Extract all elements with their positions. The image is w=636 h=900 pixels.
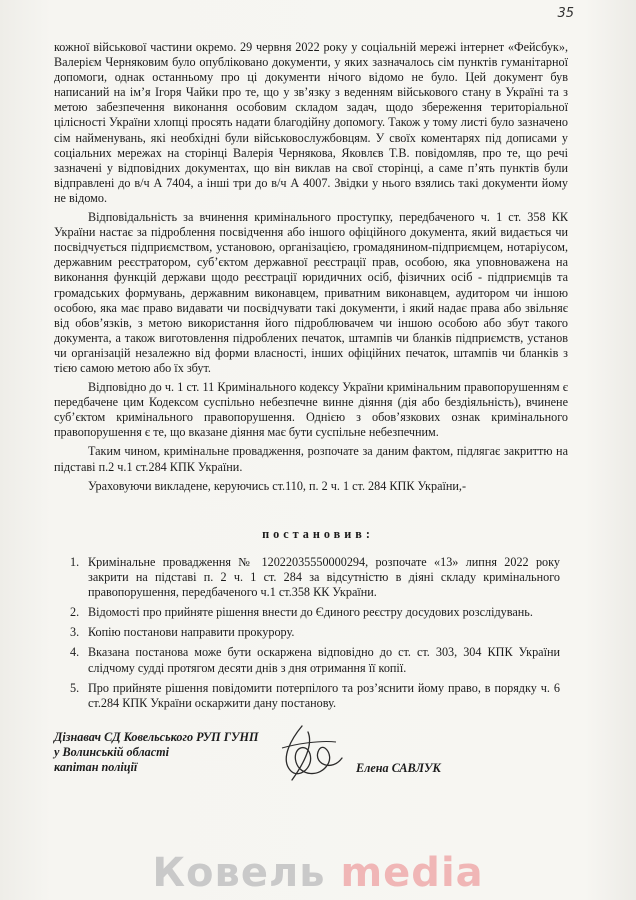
paragraph-4: Таким чином, кримінальне провадження, розпочате за даним фактом, підлягає закриттю на підставі п.2 ч.1 ст.284 КПК України. — [54, 444, 568, 474]
paragraph-3: Відповідно до ч. 1 ст. 11 Кримінального кодексу України кримінальним правопорушенням є передбачене цим Кодексом суспільно небезпечне винне діяння (дія або бездіяльність), вчинене суб’єктом кримінального правопорушення. Однією з обов’язкових ознак кримінального правопорушення є те, що вказане діяння має бути суспільне небезпечним. — [54, 380, 568, 440]
signatory-line-2: у Волинській області — [54, 745, 170, 760]
handwritten-signature — [262, 718, 352, 788]
paragraph-1: кожної військової частини окремо. 29 червня 2022 року у соціальній мережі інтернет «Фейсбук», Валерієм Черняковим було опубліковано документи, у яких зазначалось сім пунктів гуманітарної допомоги, однак останньому про ці документи нічого відомо не було. Цей документ був написаний на ім’я Ігоря Чайки про те, що у зв’язку з веденням військового стану в Україні та з метою забезпечення виконання особовим складом задач, щодо збереження територіальної цілісності України хлопці просять надати благодійну допомогу. Також у тому листі було зазначено сім найменувань, які необхідні були військовослужбовцям. У своїх коментарях під дописами у соціальних мережах на сторінці Валерія Чернякова, Яковлєв Т.В. повідомляв, про те, що речі зазначені у відповідних документах, що він виклав на свої сторінці, а саме п’ять пунктів були відправлені до в/ч А 7404, а інші три до в/ч А 4007. Звідки у нього взялись такі документи йому не відомо. — [54, 40, 568, 205]
list-item — [70, 681, 560, 711]
list-item-text: Копію постанови направити прокурору. — [88, 625, 295, 640]
resolution-heading: постановив: — [262, 527, 374, 541]
signatory-line-3: капітан поліції — [54, 760, 138, 775]
document-body — [54, 40, 568, 494]
list-item-text: Про прийняте рішення повідомити потерпілого та роз’яснити йому право, в порядку ч. 6 ст.284 КПК України оскаржити дану постанову. — [88, 680, 560, 710]
list-item-number: 1. — [70, 555, 80, 569]
list-item — [70, 645, 560, 675]
page-number: 35 — [557, 6, 574, 21]
signatory-line-1: Дізнавач СД Ковельського РУП ГУНП — [54, 730, 259, 744]
list-item-number: 5. — [70, 680, 80, 695]
resolution-list — [70, 555, 560, 716]
paragraph-5: Ураховуючи викладене, керуючись ст.110, п. 2 ч. 1 ст. 284 КПК України,- — [88, 478, 467, 493]
watermark-part-1: Ковель — [152, 850, 326, 896]
list-item-text: Вказана постанова може бути оскаржена відповідно до ст. ст. 303, 304 КПК України слідчому судді протягом десяти днів з дня отримання її копії. — [88, 645, 560, 675]
list-item-number: 3. — [70, 625, 80, 640]
list-item-text: Відомості про прийняте рішення внести до Єдиного реєстру досудових розслідувань. — [88, 605, 533, 620]
list-item-number: 2. — [70, 605, 80, 620]
watermark-part-2: media — [340, 850, 484, 896]
list-item — [70, 605, 560, 620]
list-item-text: Кримінальне провадження № 12022035550000294, розпочате «13» липня 2022 року закрити на підставі п. 2 ч. 1 ст. 284 за відсутністю в діяні складу кримінального правопорушення, передбаченого ч.1 ст.358 КК України. — [88, 555, 560, 600]
signatory-name: Елена САВЛУК — [356, 761, 441, 775]
list-item — [70, 625, 560, 640]
paragraph-2: Відповідальність за вчинення кримінального проступку, передбаченого ч. 1 ст. 358 КК України настає за підроблення посвідчення або іншого офіційного документа, який видається чи посвідчується підприємством, установою, організацією, громадянином-підприємцем, нотаріусом, державним реєстратором, суб’єктом державної реєстрації прав, особою, яка уповноважена на виконання функцій держави щодо реєстрації юридичних осіб, фізичних осіб - підприємців та громадських формувань, державним виконавцем, приватним виконавцем, аудитором чи іншою особою, яка має право видавати чи посвідчувати такі документи, і який надає права або звільняє від обов’язків, з метою використання його підроблювачем чи іншою особою або збут такого документа, а також виготовлення підроблених печаток, штампів чи бланків підприємств, установ чи організацій незалежно від форми власності, інших офіційних печаток, штампів чи бланків з тією самою метою або їх збут. — [54, 210, 568, 375]
list-item-number: 4. — [70, 645, 80, 660]
watermark — [0, 850, 636, 896]
list-item — [70, 555, 560, 600]
signatory-position — [54, 730, 259, 775]
